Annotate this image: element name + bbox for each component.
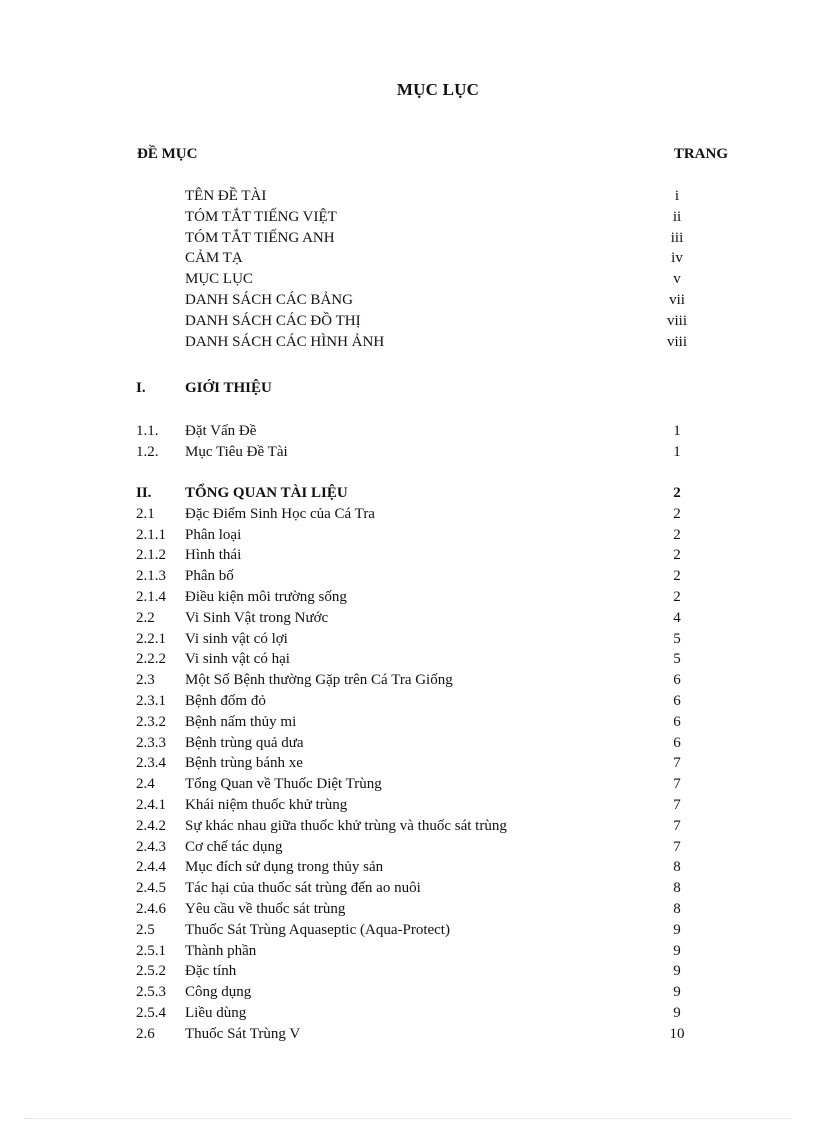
toc-row — [0, 504, 816, 525]
front-matter-list — [0, 186, 816, 352]
toc-text: Vi sinh vật có lợi — [185, 630, 288, 647]
toc-page: iii — [670, 229, 684, 246]
toc-text: CẢM TẠ — [185, 250, 243, 267]
toc-page: 9 — [673, 984, 681, 1001]
toc-page: viii — [666, 312, 687, 329]
toc-page: 9 — [673, 921, 681, 938]
toc-row — [0, 1024, 816, 1045]
toc-text: Bệnh trùng quả dưa — [185, 734, 304, 751]
toc-number: 2.3.1 — [136, 692, 166, 709]
toc-number: 2.4.1 — [136, 796, 166, 813]
toc-row — [0, 587, 816, 608]
toc-page: 2 — [673, 505, 681, 522]
toc-page: 6 — [673, 734, 681, 751]
toc-text: Công dụng — [185, 984, 252, 1001]
toc-text: Mục Tiêu Đề Tài — [185, 443, 288, 460]
toc-page: 5 — [673, 651, 681, 668]
toc-row — [0, 753, 816, 774]
toc-text: DANH SÁCH CÁC HÌNH ẢNH — [185, 333, 385, 350]
toc-row — [0, 525, 816, 546]
toc-row — [0, 920, 816, 941]
toc-text: Bệnh đốm đỏ — [185, 692, 266, 709]
chapter-row — [0, 483, 816, 504]
toc-page: vii — [669, 291, 685, 308]
toc-page: 7 — [673, 776, 681, 793]
toc-text: Đặt Vấn Đề — [185, 423, 257, 439]
toc-row — [0, 733, 816, 754]
chapter-row — [0, 378, 816, 399]
chapter-title: TỔNG QUAN TÀI LIỆU — [185, 485, 348, 501]
toc-text: TÊN ĐỀ TÀI — [185, 188, 267, 204]
toc-number: 2.4.3 — [136, 838, 166, 855]
toc-number: 2.5.2 — [136, 963, 166, 980]
toc-number: 2.3.2 — [136, 713, 166, 730]
toc-text: Thuốc Sát Trùng V — [185, 1025, 301, 1042]
toc-page: 2 — [673, 485, 681, 501]
toc-row — [0, 816, 816, 837]
toc-page: 2 — [673, 568, 681, 585]
toc-row — [0, 566, 816, 587]
toc-number: 2.5 — [136, 921, 155, 938]
toc-page: ii — [672, 208, 682, 225]
toc-number: 2.3 — [136, 672, 155, 689]
toc-page: 1 — [673, 443, 681, 460]
toc-number: 2.6 — [136, 1025, 155, 1042]
toc-row — [0, 878, 816, 899]
toc-row — [0, 837, 816, 858]
chapter-2-list — [0, 483, 816, 1045]
toc-page: 8 — [673, 880, 681, 897]
toc-page: 8 — [673, 859, 681, 876]
toc-text: Liều dùng — [185, 1004, 247, 1021]
toc-row — [0, 1003, 816, 1024]
toc-text: Cơ chế tác dụng — [185, 838, 283, 855]
toc-row — [0, 269, 816, 290]
toc-page: iv — [671, 250, 683, 267]
toc-page: 2 — [673, 547, 681, 564]
toc-number: 2.3.4 — [136, 755, 166, 772]
toc-text: Khái niệm thuốc khử trùng — [185, 796, 348, 813]
toc-page: 5 — [673, 630, 681, 647]
toc-text: Phân bố — [185, 568, 234, 585]
toc-number: 1.1. — [136, 423, 159, 439]
toc-page: 10 — [669, 1025, 685, 1042]
toc-text: DANH SÁCH CÁC BẢNG — [185, 291, 353, 308]
toc-number: 2.1.1 — [136, 526, 166, 543]
toc-row — [0, 228, 816, 249]
toc-row — [0, 248, 816, 269]
toc-number: 2.1.2 — [136, 547, 166, 564]
toc-page: 8 — [673, 900, 681, 917]
toc-row — [0, 649, 816, 670]
toc-number: 2.2.2 — [136, 651, 166, 668]
chapter-title: GIỚI THIỆU — [185, 380, 272, 396]
toc-page: v — [673, 271, 681, 288]
toc-row — [0, 311, 816, 332]
toc-row — [0, 941, 816, 962]
toc-text: Đặc Điểm Sinh Học của Cá Tra — [185, 505, 375, 522]
toc-page: i — [674, 188, 680, 204]
toc-text: Đặc tính — [185, 963, 237, 980]
toc-number: 2.5.3 — [136, 984, 166, 1001]
header-section: ĐỀ MỤC — [137, 146, 198, 162]
toc-row — [0, 774, 816, 795]
toc-page: 9 — [673, 963, 681, 980]
toc-text: Yêu cầu về thuốc sát trùng — [185, 900, 346, 917]
toc-page: 6 — [673, 672, 681, 689]
toc-number: 2.5.1 — [136, 942, 166, 959]
toc-number: 2.4.4 — [136, 859, 166, 876]
toc-number: 2.5.4 — [136, 1004, 166, 1021]
toc-number: 2.1 — [136, 505, 155, 522]
toc-number: 2.4.5 — [136, 880, 166, 897]
toc-row — [0, 186, 816, 207]
toc-row — [0, 670, 816, 691]
toc-text: Điều kiện môi trường sống — [185, 588, 347, 605]
toc-text: Sự khác nhau giữa thuốc khử trùng và thuốc sát trùng — [185, 817, 507, 834]
toc-number: 2.4.2 — [136, 817, 166, 834]
toc-row — [0, 545, 816, 566]
toc-number: 2.4.6 — [136, 900, 166, 917]
toc-text: DANH SÁCH CÁC ĐỒ THỊ — [185, 312, 361, 329]
toc-text: Thuốc Sát Trùng Aquaseptic (Aqua-Protect) — [185, 921, 450, 938]
toc-page: 2 — [673, 588, 681, 605]
toc-page: viii — [666, 333, 687, 350]
toc-number: 2.1.3 — [136, 568, 166, 585]
chapter-1-list — [0, 421, 816, 463]
toc-number: 2.4 — [136, 776, 155, 793]
toc-text: Vi Sinh Vật trong Nước — [185, 609, 329, 626]
toc-page: 9 — [673, 942, 681, 959]
toc-number: 1.2. — [136, 443, 159, 460]
toc-text: Vi sinh vật có hại — [185, 651, 290, 668]
toc-row — [0, 982, 816, 1003]
toc-row — [0, 290, 816, 311]
toc-page: 1 — [673, 423, 681, 439]
toc-text: TÓM TẮT TIẾNG VIỆT — [185, 208, 337, 225]
toc-row — [0, 899, 816, 920]
header-page: TRANG — [673, 146, 728, 162]
toc-text: Thành phần — [185, 942, 257, 959]
toc-number: 2.2 — [136, 609, 155, 626]
toc-row — [0, 332, 816, 353]
chapter-number: I. — [136, 380, 146, 396]
toc-text: Tổng Quan về Thuốc Diệt Trùng — [185, 776, 382, 793]
toc-text: Phân loại — [185, 526, 242, 543]
toc-page: 6 — [673, 713, 681, 730]
toc-page: 4 — [673, 609, 681, 626]
chapter-1-heading — [0, 378, 816, 399]
toc-page: 7 — [673, 817, 681, 834]
toc-page: 7 — [673, 755, 681, 772]
toc-row — [0, 442, 816, 463]
toc-row — [0, 961, 816, 982]
toc-number: 2.1.4 — [136, 588, 166, 605]
toc-text: TÓM TẮT TIẾNG ANH — [185, 229, 335, 246]
page-title: MỤC LỤC — [396, 80, 480, 99]
toc-text: Mục đích sử dụng trong thủy sản — [185, 859, 384, 876]
toc-row — [0, 629, 816, 650]
toc-row — [0, 608, 816, 629]
page-bottom-divider — [24, 1118, 792, 1119]
toc-number: 2.2.1 — [136, 630, 166, 647]
toc-text: Bệnh nấm thủy mi — [185, 713, 297, 730]
toc-page: 7 — [673, 796, 681, 813]
toc-page: 7 — [673, 838, 681, 855]
toc-page: 6 — [673, 692, 681, 709]
toc-row — [0, 207, 816, 228]
toc-page: 9 — [673, 1004, 681, 1021]
toc-page: 2 — [673, 526, 681, 543]
toc-row — [0, 421, 816, 442]
toc-text: Hình thái — [185, 547, 242, 564]
toc-text: Một Số Bệnh thường Gặp trên Cá Tra Giống — [185, 672, 453, 689]
chapter-number: II. — [136, 485, 152, 501]
toc-row — [0, 857, 816, 878]
toc-row — [0, 795, 816, 816]
toc-row — [0, 712, 816, 733]
toc-text: Bệnh trùng bánh xe — [185, 755, 303, 772]
toc-row — [0, 691, 816, 712]
toc-text: Tác hại của thuốc sát trùng đến ao nuôi — [185, 880, 421, 897]
toc-text: MỤC LỤC — [185, 271, 253, 288]
toc-number: 2.3.3 — [136, 734, 166, 751]
